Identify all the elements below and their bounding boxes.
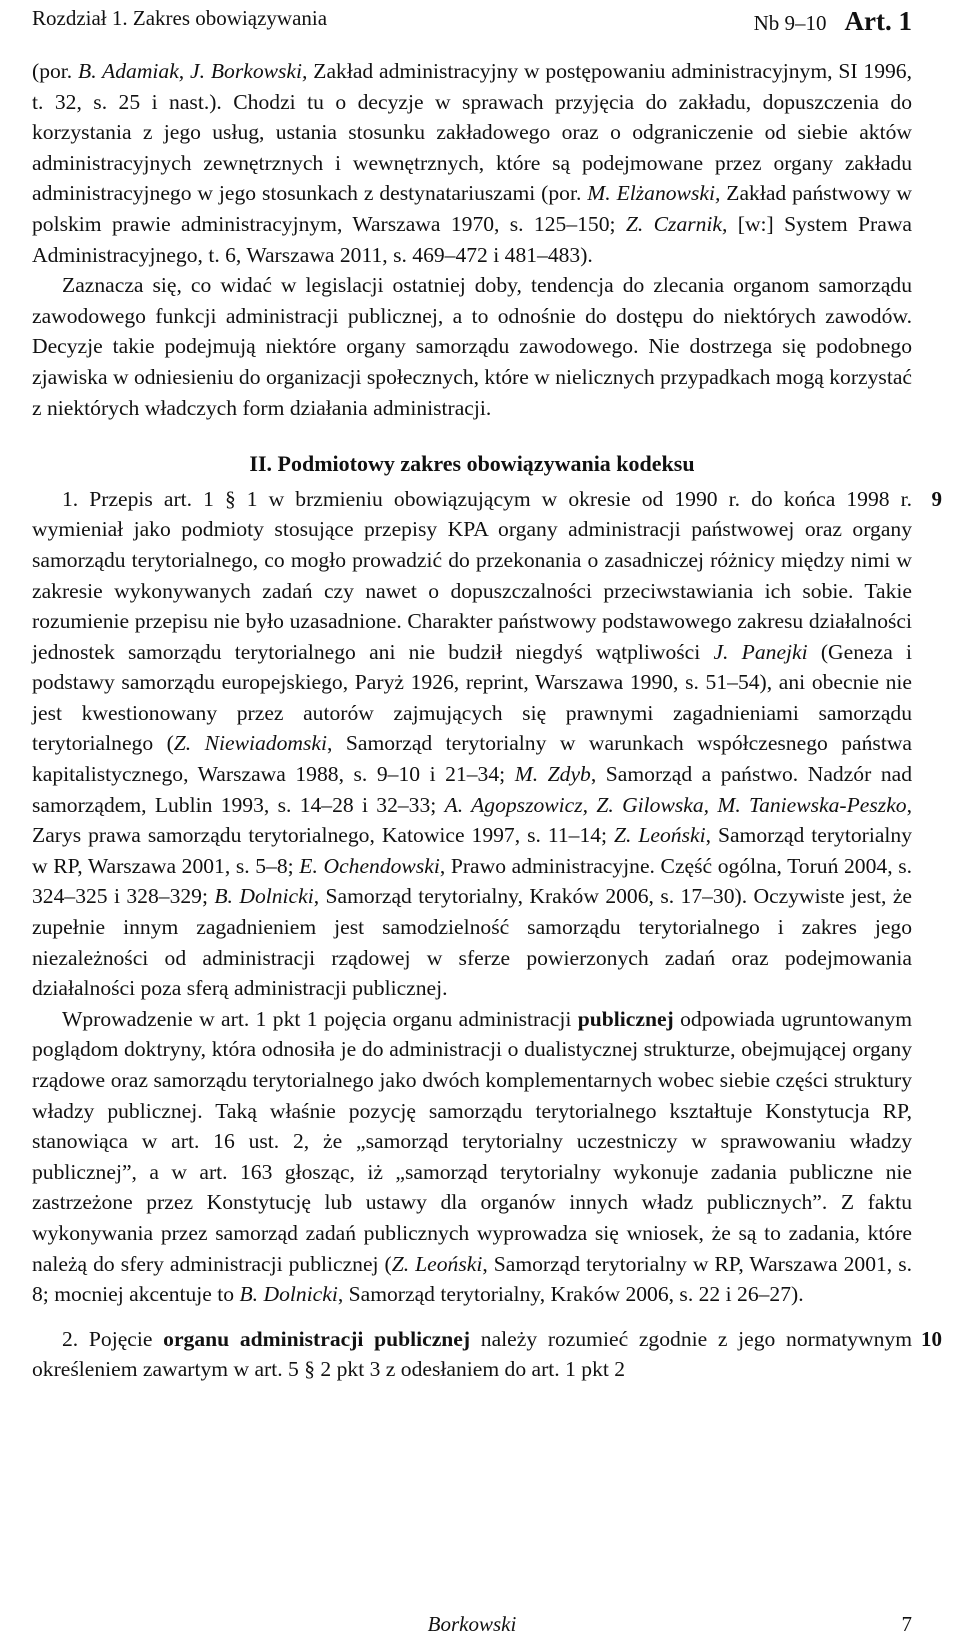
text-run: , Samorząd a państwo. Nadzór nad samorządem, Lublin 1993, s. 14–28 i 32–33; xyxy=(32,762,912,817)
footer-author: Borkowski xyxy=(427,1612,517,1636)
author-name: M. Zdyb xyxy=(514,762,591,787)
author-name: J. Panejki xyxy=(713,639,808,664)
text-run: , Samorząd terytorialny w warunkach współczesnego państwa kapitalistycznego, Warszawa 1988, s. 9–10 i 21–34; xyxy=(32,731,912,787)
author-name: B. Dolnicki xyxy=(214,884,314,909)
bold-term: organu administracji publicznej xyxy=(163,1326,471,1351)
section-heading: II. Podmiotowy zakres obowiązywania kodeksu xyxy=(249,451,695,477)
text-run: , Samorząd terytorialny, Kraków 2006, s. 17–30). Oczywiste jest, że zupełnie innym zagadnieniem jest samodzielność samorządu terytorialnego i zakres jego niezależności od administracji rządowej w sferze powierzonych zadań oraz podejmowania działalności poza sferą administracji publicznej. xyxy=(32,884,912,1001)
chapter-title: Rozdział 1. Zakres obowiązywania xyxy=(32,6,328,30)
author-name: M. Elżanowski, xyxy=(587,181,721,206)
nb-range: Nb 9–10 xyxy=(753,11,827,35)
text-run: odpowiada ugruntowanym poglądom doktryny, która odnosiła je do administracji o dualistycznej strukturze, obejmującej organy rządowe oraz samorządu terytorialnego jako dwóch komplementarnych wobec siebie części struktury władzy publicznej. Taką właśnie pozycję samorządu terytorialnego kształtuje Konstytucja RP, stanowiąca w art. 16 ust. 2, że „samorząd terytorialny uczestniczy w sprawowaniu władzy publicznej”, a w art. 163 głosząc, iż „samorząd terytorialny wykonuje zadania publiczne nie zastrzeżone przez Konstytucję lub ustawy dla organów innych władz publicznych”. Z faktu wykonywania przez samorząd zadań publicznych wyprowadza się wniosek, że są to zadania, które należą do sfery administracji publicznej ( xyxy=(32,1006,912,1276)
margin-number: 10 xyxy=(921,1326,942,1351)
page-number: 7 xyxy=(901,1612,912,1636)
numbered-paragraph xyxy=(32,484,942,1004)
text-run: [w:] System Prawa Administracyjnego, t. 6, Warszawa 2011, s. 469–472 i 481–483). xyxy=(32,211,913,267)
text-run: Zakład państwowy w polskim prawie administracyjnym, Warszawa 1970, s. 125–150; xyxy=(32,181,912,236)
text-run: 1. Przepis art. 1 § 1 w brzmieniu obowiązującym w okresie od 1990 r. do końca 1998 r. wymieniał jako podmioty stosujące przepisy KPA organy administracji państwowej oraz organy samorządu terytorialnego, co mogło prowadzić do przekonania o zasadniczej różnicy między nimi w zakresie wykonywanych zadań czy nawet o dopuszczalności przeciwstawiania ich sobie. Takie rozumienie przepisu nie było uzasadnione. Charakter państwowy podstawowego zakresu działalności jednostek samorządu terytorialnego ani nie budził niegdyś wątpliwości xyxy=(32,486,912,664)
margin-number: 9 xyxy=(931,486,942,511)
text-run: , Samorząd terytorialny, Kraków 2006, s. 22 i 26–27). xyxy=(337,1282,804,1307)
author-name: A. Agopszowicz, Z. Gilowska, M. Taniewska-Peszko xyxy=(444,792,907,817)
text-run: Wprowadzenie w art. 1 pkt 1 pojęcia organu administracji xyxy=(62,1006,578,1031)
margin-number-range xyxy=(754,6,912,37)
author-name: Z. Czarnik, xyxy=(625,211,728,236)
text-run: 2. Pojęcie xyxy=(62,1326,164,1351)
text-run: (Geneza i podstawy samorządu europejskiego, Paryż 1926, reprint, Warszawa 1990, s. 51–54), ani obecnie nie jest kwestionowany przez autorów zajmujących się prawnymi zagadnieniami samorządu terytorialnego ( xyxy=(32,639,913,756)
text-run: należy rozumieć zgodnie z jego normatywnym określeniem zawartym w art. 5 § 2 pkt 3 z odesłaniem do art. 1 pkt 2 xyxy=(32,1326,912,1382)
author-name: E. Ochendowski xyxy=(299,853,440,878)
author-name: B. Dolnicki xyxy=(239,1282,338,1307)
running-header xyxy=(32,6,912,36)
author-name: Z. Leoński xyxy=(391,1251,483,1276)
paragraph xyxy=(32,1004,912,1310)
bold-term: publicznej xyxy=(577,1006,674,1031)
text-run: , Prawo administracyjne. Część ogólna, Toruń 2004, s. 324–325 i 328–329; xyxy=(32,853,913,909)
page-footer xyxy=(32,1612,912,1642)
author-name: Z. Leoński xyxy=(614,823,706,848)
text-run: , Zarys prawa samorządu terytorialnego, Katowice 1997, s. 11–14; xyxy=(32,792,912,848)
paragraph: Zaznacza się, co widać w legislacji ostatniej doby, tendencja do zlecania organom samorządu zawodowego funkcji administracji publicznej, a to odnośnie do dostępu do niektórych zawodów. Decyzje takie podejmują niektóre organy samorządu zawodowego. Nie dostrzega się podobnego zjawiska w odniesieniu do organizacji społecznych, które w nielicznych przypadkach mogą korzystać z niektórych władczych form działania administracji. xyxy=(32,273,912,420)
article-label: Art. 1 xyxy=(844,6,912,36)
author-name: B. Adamiak, J. Borkowski, xyxy=(78,59,308,83)
text-run: , Samorząd terytorialny w RP, Warszawa 2001, s. 5–8; xyxy=(32,823,913,878)
text-run: , Samorząd terytorialny w RP, Warszawa 2001, s. 8; mocniej akcentuje to xyxy=(32,1251,912,1307)
text-run: (por. xyxy=(32,59,79,83)
text-run: Zakład administracyjny w postępowaniu administracyjnym, SI 1996, t. 32, s. 25 i nast.). Chodzi tu o decyzje w sprawach przyjęcia do zakładu, dopuszczenia do korzystania z jego usług, ustania stosunku zakładowego oraz o odgraniczenie od siebie aktów administracyjnych zewnętrznych i wewnętrznych, które są podejmowane przez organy zakładu administracyjnego w jego stosunkach z destynatariuszami (por. xyxy=(32,59,912,206)
paragraph xyxy=(32,56,912,270)
page-body xyxy=(32,56,942,1385)
numbered-paragraph xyxy=(32,1324,942,1385)
author-name: Z. Niewiadomski xyxy=(173,731,327,756)
